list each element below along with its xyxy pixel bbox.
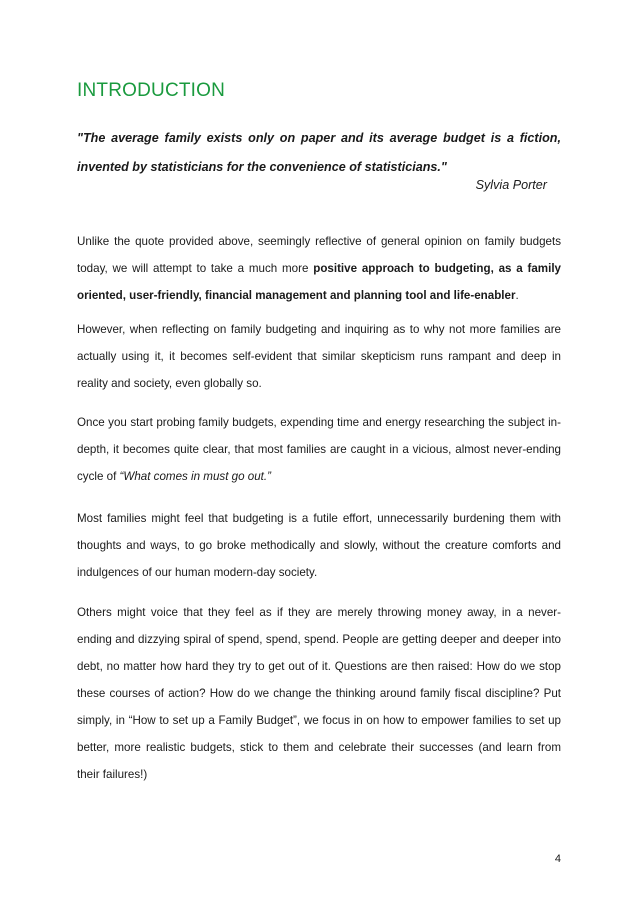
paragraph-1 (77, 228, 561, 309)
paragraph-1-text: Unlike the quote provided above, seemingly reflective of general opinion on family budgets today, we will attempt to take a much more (77, 235, 561, 275)
page-number: 4 (554, 853, 561, 865)
paragraph-5: Others might voice that they feel as if they are merely throwing money away, in a never-ending and dizzying spiral of spend, spend, spend. People are getting deeper and deeper into debt, no matter how hard they try to get out of it. Questions are then raised: How do we stop these courses of action? How do we change the thinking around family fiscal discipline? Put simply, in “How to set up a Family Budget”, we focus in on how to empower families to set up better, more realistic budgets, stick to them and celebrate their successes (and learn from their failures!) (77, 606, 561, 781)
paragraph-3-quote: “What comes in must go out.” (119, 470, 271, 483)
paragraph-1-end: . (515, 289, 519, 302)
paragraph-1-emphasis: positive approach to budgeting, as a family oriented, user-friendly, financial management and planning tool and life-enabler (77, 262, 562, 302)
paragraph-3 (77, 409, 561, 490)
paragraph-2: However, when reflecting on family budgeting and inquiring as to why not more families are actually using it, it becomes self-evident that similar skepticism runs rampant and deep in reality and society, even globally so. (77, 323, 561, 390)
paragraph-4: Most families might feel that budgeting is a futile effort, unnecessarily burdening them with thoughts and ways, to go broke methodically and slowly, without the creature comforts and indulgences of our human modern-day society. (77, 512, 561, 579)
section-heading: INTRODUCTION (77, 80, 226, 101)
quote-author: Sylvia Porter (475, 178, 547, 192)
epigraph-quote: "The average family exists only on paper and its average budget is a fiction, invented by statisticians for the convenience of statisticians." (77, 131, 561, 174)
document-page (77, 0, 561, 903)
paragraph-3-text: Once you start probing family budgets, expending time and energy researching the subject in-depth, it becomes quite clear, that most families are caught in a vicious, almost never-ending cycle of (77, 416, 561, 483)
